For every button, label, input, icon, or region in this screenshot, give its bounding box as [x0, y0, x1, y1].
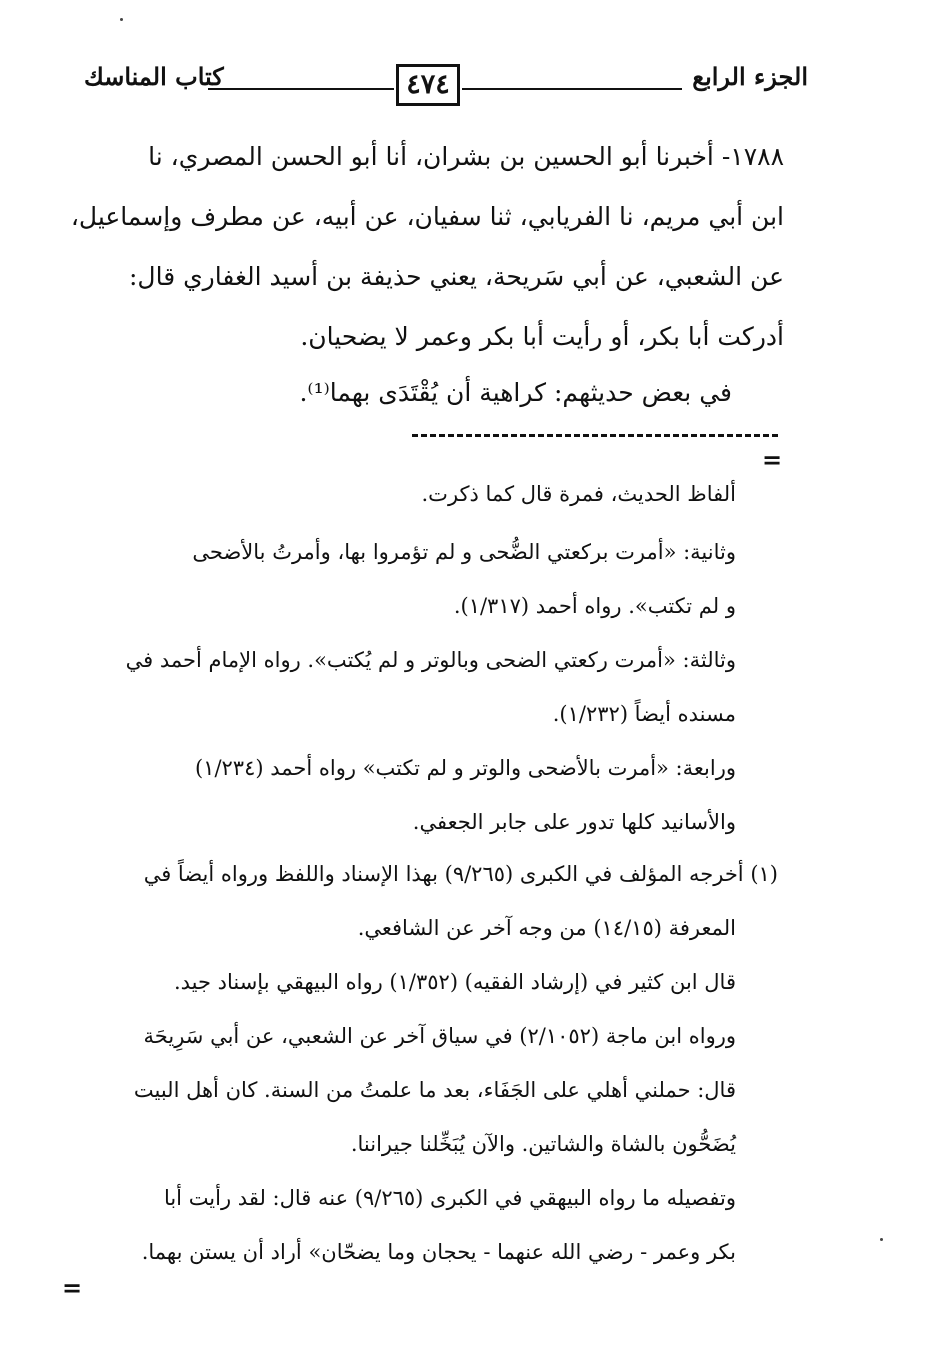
footnote-line: و لم تكتب». رواه أحمد (١/٣١٧).: [453, 594, 736, 618]
footnote-line: (١) أخرجه المؤلف في الكبرى (٩/٢٦٥) بهذا الإسناد واللفظ ورواه أيضاً في: [143, 862, 778, 886]
page-number: ٤٧٤: [396, 64, 460, 106]
footnote-line: وثانية: «أمرت بركعتي الضُّحى و لم تؤمروا بها، وأمرتُ بالأضحى: [192, 540, 736, 564]
header-rule: [208, 88, 394, 90]
footnote-separator: [412, 434, 778, 437]
footnote-line: بكر وعمر - رضي الله عنهما - يحجان وما يضحّان» أراد أن يستن بهما.: [141, 1240, 736, 1264]
hadith-line: أدركت أبا بكر، أو رأيت أبا بكر وعمر لا يضحيان.: [300, 322, 784, 351]
paper-speck: [120, 18, 123, 21]
footnote-line: قال ابن كثير في (إرشاد الفقيه) (١/٣٥٢) رواه البيهقي بإسناد جيد.: [173, 970, 736, 994]
footnote-line: مسنده أيضاً (١/٢٣٢).: [552, 702, 736, 726]
footnote-line: قال: حملني أهلي على الجَفَاء، بعد ما علمتُ من السنة. كان أهل البيت: [133, 1078, 736, 1102]
header-rule: [462, 88, 682, 90]
continuation-mark: =: [62, 1273, 83, 1302]
hadith-line: ابن أبي مريم، نا الفريابي، ثنا سفيان، عن أبيه، عن مطرف وإسماعيل،: [70, 202, 784, 231]
footnote-line: يُضَحُّون بالشاة والشاتين. والآن يُبَخِّلنا جيراننا.: [350, 1132, 736, 1156]
footnote-line: المعرفة (١٤/١٥) من وجه آخر عن الشافعي.: [357, 916, 736, 940]
footnote-line: والأسانيد كلها تدور على جابر الجعفي.: [412, 810, 736, 834]
footnote-line: وتفصيله ما رواه البيهقي في الكبرى (٩/٢٦٥) عنه قال: لقد رأيت أبا: [163, 1186, 736, 1210]
running-header-part: الجزء الرابع: [692, 62, 808, 91]
hadith-line: ١٧٨٨- أخبرنا أبو الحسين بن بشران، أنا أبو الحسن المصري، نا: [148, 142, 784, 171]
paper-speck: [880, 1238, 883, 1241]
footnote-line: ألفاظ الحديث، فمرة قال كما ذكرت.: [421, 482, 736, 506]
continuation-mark: =: [762, 445, 783, 474]
hadith-line: في بعض حديثهم: كراهية أن يُقْتَدَى بهما⁽¹⁾.: [299, 378, 732, 407]
footnote-line: وثالثة: «أمرت ركعتي الضحى وبالوتر و لم يُكتب». رواه الإمام أحمد في: [125, 648, 736, 672]
hadith-line: عن الشعبي، عن أبي سَريحة، يعني حذيفة بن أسيد الغفاري قال:: [128, 262, 784, 291]
running-header-book: كتاب المناسك: [84, 62, 224, 91]
footnote-line: ورابعة: «أمرت بالأضحى والوتر و لم تكتب» رواه أحمد (١/٢٣٤): [194, 756, 736, 780]
footnote-line: ورواه ابن ماجة (٢/١٠٥٢) في سياق آخر عن الشعبي، عن أبي سَرِيحَة: [143, 1024, 736, 1048]
